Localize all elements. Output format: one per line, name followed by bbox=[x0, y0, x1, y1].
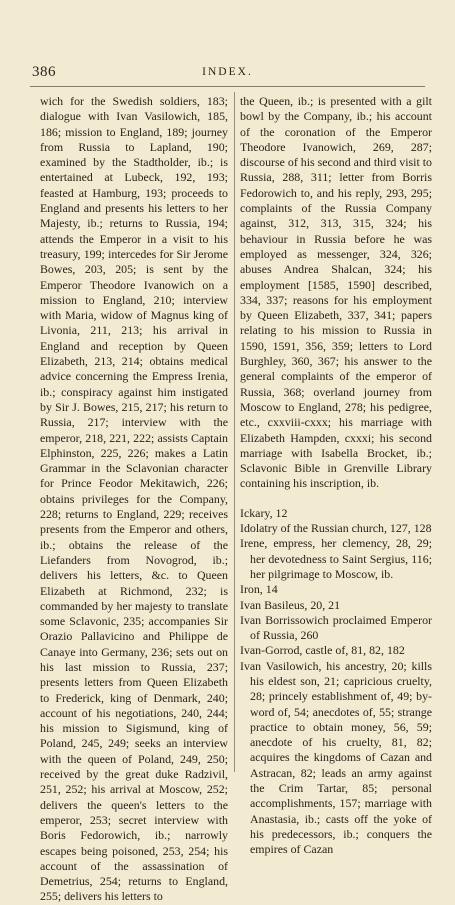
index-entry: Idolatry of the Russian church, 127, 128 bbox=[240, 521, 432, 536]
index-entry: Ivan Borrissowich proclaimed Emperor of Russia, 260 bbox=[240, 612, 432, 643]
index-entry: Ivan Vasilowich, his ancestry, 20; kills his eldest son, 21; capricious cruelty, 28; princely establishment of, 49; by-word of, 54; anecdotes of, 55; strange practice to obtain money, 56, 59; anecdote of his cruelty, 81, 82; acquires the kingdoms of Cazan and Astracan, 82; leads an army against the Crim Tartar, 85; personal accomplishments, 157; marriage with Anastasia, ib.; casts off the yoke of his predecessors, ib.; conquers the empires of Cazan bbox=[240, 658, 432, 857]
page-header bbox=[28, 64, 427, 86]
index-entry: Iron, 14 bbox=[240, 582, 278, 597]
page-number: 386 bbox=[32, 64, 56, 80]
index-entry: wich for the Swedish soldiers, 183; dialogue with Ivan Vasilowich, 185, 186; mission to England, 189; journey from Russia to Lapland, 190; examined by the Stadtholder, ib.; is entertained at Lubeck, 192, 193; feasted at Hamburg, 193; proceeds to England and presents his letters to her Majesty, ib.; returns to Russia, 194; attends the Emperor in a visit to his treasury, 199; intercedes for Sir Jerome Bowes, 203, 205; is sent by the Emperor Theodore Ivanowich on a mission to England, 210; interview with Maria, widow of Magnus king of Livonia, 211, 213; his arrival in England and reception by Queen Elizabeth, 213, 214; obtains medical advice concerning the Empress Irenia, ib.; conspiracy against him instigated by Sir J. Bowes, 215, 217; his return to Russia, 217; interview with the emperor, 218, 221, 222; assists Captain Elphinston, 225, 226; makes a Latin Grammar in the Sclavonian character for Prince Feodor Mekitawich, 226; obtains privileges for the Company, 228; returns to England, 229; receives presents from the Emperor and others, ib.; obtains the release of the Liefanders from Novogrod, ib.; delivers his letters, &c. to Queen Elizabeth at Richmond, 232; is commanded by her majesty to translate some Sclavonic, 235; accompanies Sir Orazio Pallavicino and Philippe de Canaye into Germany, 236; sets out on his last mission to Russia, 237; presents letters from Queen Elizabeth to Frederick, king of Denmark, 240; account of his negotiations, 240, 244; his mission to Sigismund, king of Poland, 245, 249; seeks an interview with the queen of Poland, 249, 250; received by the great duke Radzivil, 251, 252; his arrival at Moscow, 252; delivers the queen's letters to the emperor, 253; secret interview with Boris Fedorowich, ib.; narrowly escapes being poisoned, 253, 254; his account of the assassination of Demetrius, 254; returns to England, 255; delivers his letters to bbox=[40, 94, 228, 904]
left-column bbox=[40, 94, 228, 905]
right-column bbox=[240, 94, 432, 858]
header-rule bbox=[30, 86, 425, 87]
index-entry: Ickary, 12 bbox=[240, 505, 288, 520]
index-entry: the Queen, ib.; is presented with a gilt bowl by the Company, ib.; his account of the coronation of the Emperor Theodore Ivanowich, 269, 287; discourse of his second and third visit to Russia, 288, 311; letter from Borris Fedorowich to, and his reply, 293, 295; complaints of the Russia Company against, 312, 313, 315, 324; his behaviour in Russia before he was employed as messenger, 324, 326; abuses Andrea Shalcan, 324; his employment [1585, 1590] described, 334, 337; reasons for his employment by Queen Elizabeth, 337, 341; papers relating to his mission to Russia in 1590, 1591, 356, 359; letters to Lord Burghley, 360, 367; his answer to the general complaints of the emperor of Russia, 368; overland journey from Moscow to England, 278; his pedigree, etc., cxxviii-cxxx; his marriage with Elizabeth Hampden, cxxxi; his second marriage with Isabella Brocket, ib.; Sclavonic Bible in Grenville Library containing his inscription, ib. bbox=[240, 94, 432, 491]
index-entry: Ivan-Gorrod, castle of, 81, 82, 182 bbox=[240, 643, 405, 658]
index-entry: Irene, empress, her clemency, 28, 29; her devotedness to Saint Sergius, 116; her pilgrimage to Moscow, ib. bbox=[240, 536, 432, 581]
column-divider bbox=[234, 92, 235, 772]
index-entry: Ivan Basileus, 20, 21 bbox=[240, 597, 341, 612]
running-head: INDEX. bbox=[202, 66, 253, 78]
entry-gap bbox=[240, 492, 432, 506]
